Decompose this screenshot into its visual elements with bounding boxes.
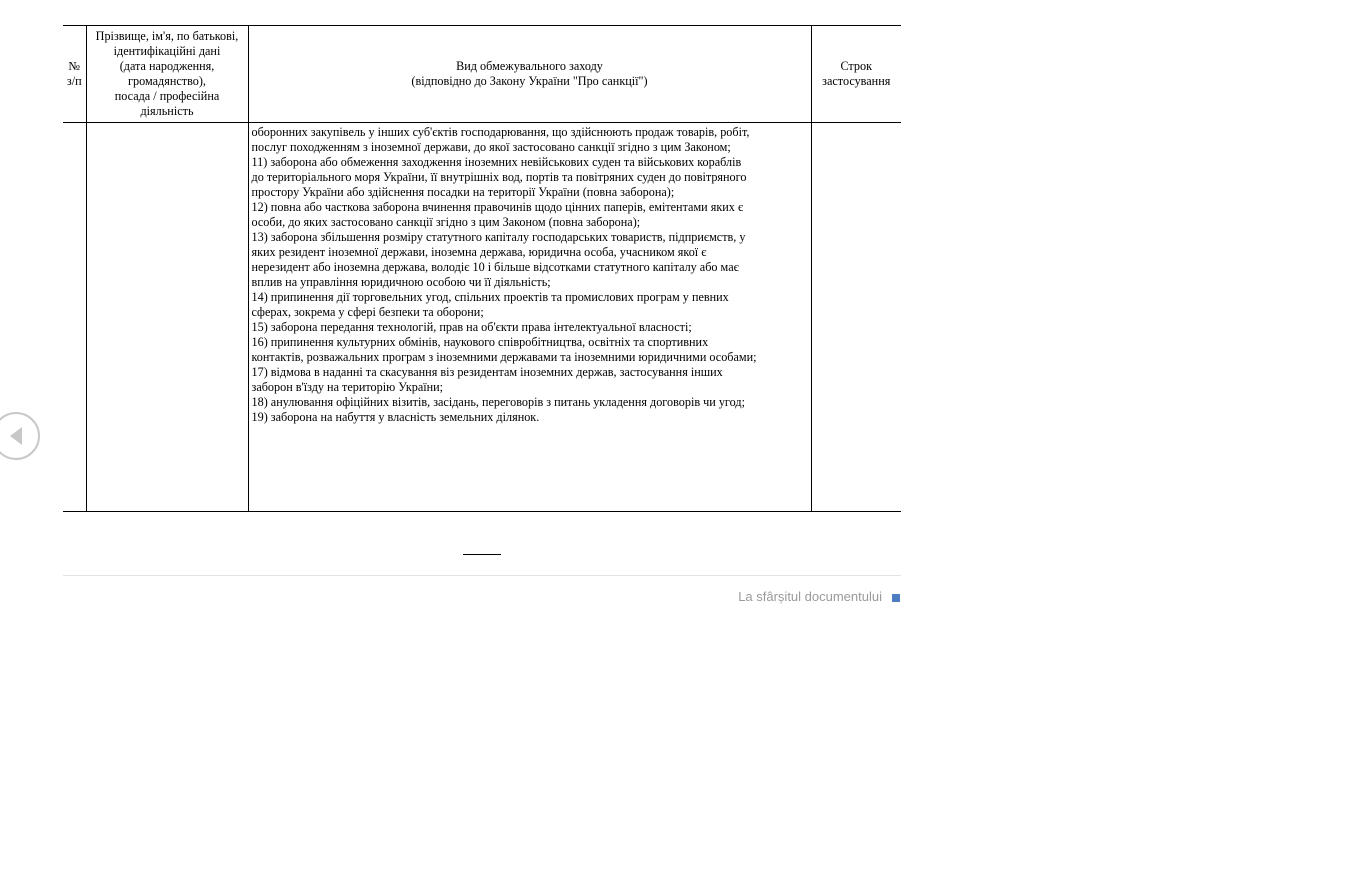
header-measure-line: (відповідно до Закону України "Про санкції"): [411, 74, 648, 88]
measure-line: 14) припинення дії торговельних угод, спільних проектів та промислових програм у певних: [251, 290, 729, 304]
measure-line: простору України або здійснення посадки на території України (повна заборона);: [251, 185, 675, 199]
measure-line: до територіального моря України, її внутрішніх вод, портів та повітряних суден до повітряного: [251, 170, 747, 184]
header-measure: [248, 26, 811, 123]
chevron-left-icon: [10, 427, 22, 445]
header-person-line: діяльність: [140, 104, 194, 118]
end-of-document-label: La sfârșitul documentului: [738, 589, 882, 604]
measure-line: яких резидент іноземної держави, іноземна держава, юридична особа, учасником якої є: [251, 245, 707, 259]
header-person-line: посада / професійна: [114, 89, 220, 103]
sanctions-table: [63, 25, 901, 511]
header-person-line: ідентифікаційні дані: [113, 44, 221, 58]
cell-number: [63, 123, 86, 512]
header-person-line: Прізвище, ім'я, по батькові,: [95, 29, 239, 43]
measure-line: оборонних закупівель у інших суб'єктів господарювання, що здійснюють продаж товарів, робіт,: [251, 125, 750, 139]
header-number: № з/п: [63, 26, 86, 123]
table-header-row: [63, 26, 901, 123]
measure-line: 19) заборона на набуття у власність земельних ділянок.: [251, 410, 540, 424]
measure-line: послуг походженням з іноземної держави, до якої застосовано санкції згідно з цим Законом;: [251, 140, 731, 154]
cell-term: [811, 123, 901, 512]
header-person-line: громадянство),: [128, 74, 206, 88]
header-term-line: Строк: [840, 59, 873, 73]
measure-line: 11) заборона або обмеження заходження іноземних невійськових суден та військових кораблів: [251, 155, 742, 169]
table-bottom-rule: [63, 511, 901, 512]
measure-line: заборон в'їзду на територію України;: [251, 380, 444, 394]
table-row: [63, 123, 901, 512]
measure-line: 17) відмова в наданні та скасування віз резидентам іноземних держав, застосування інших: [251, 365, 723, 379]
measure-line: 13) заборона збільшення розміру статутного капіталу господарських товариств, підприємств, у: [251, 230, 746, 244]
measure-line: 12) повна або часткова заборона вчинення правочинів щодо цінних паперів, емітентами яких є: [251, 200, 744, 214]
measure-line: сферах, зокрема у сфері безпеки та оборони;: [251, 305, 484, 319]
measure-line: 16) припинення культурних обмінів, наукового співробітництва, освітніх та спортивних: [251, 335, 709, 349]
measure-line: 15) заборона передання технологій, прав на об'єкти права інтелектуальної власності;: [251, 320, 692, 334]
header-term-line: застосування: [822, 74, 891, 88]
measure-line: 18) анулювання офіційних візитів, засідань, переговорів з питань укладення договорів чи угод;: [251, 395, 745, 409]
end-of-document-icon[interactable]: [892, 594, 900, 602]
header-measure-line: Вид обмежувального заходу: [456, 59, 603, 73]
measure-line: нерезидент або іноземна держава, володіє 10 і більше відсотками статутного капіталу або має: [251, 260, 739, 274]
measure-line: особи, до яких застосовано санкції згідно з цим Законом (повна заборона);: [251, 215, 641, 229]
header-person-line: (дата народження,: [119, 59, 215, 73]
header-term: [811, 26, 901, 123]
cell-person: [86, 123, 248, 512]
cell-measure: [248, 123, 811, 512]
measure-line: вплив на управління юридичною особою чи її діяльність;: [251, 275, 551, 289]
header-person: [86, 26, 248, 123]
footer-divider: [63, 575, 901, 576]
measure-line: контактів, розважальних програм з іноземними державами та іноземними юридичними особами;: [251, 350, 757, 364]
document-end-rule: [463, 554, 501, 555]
previous-page-button[interactable]: [0, 412, 40, 460]
